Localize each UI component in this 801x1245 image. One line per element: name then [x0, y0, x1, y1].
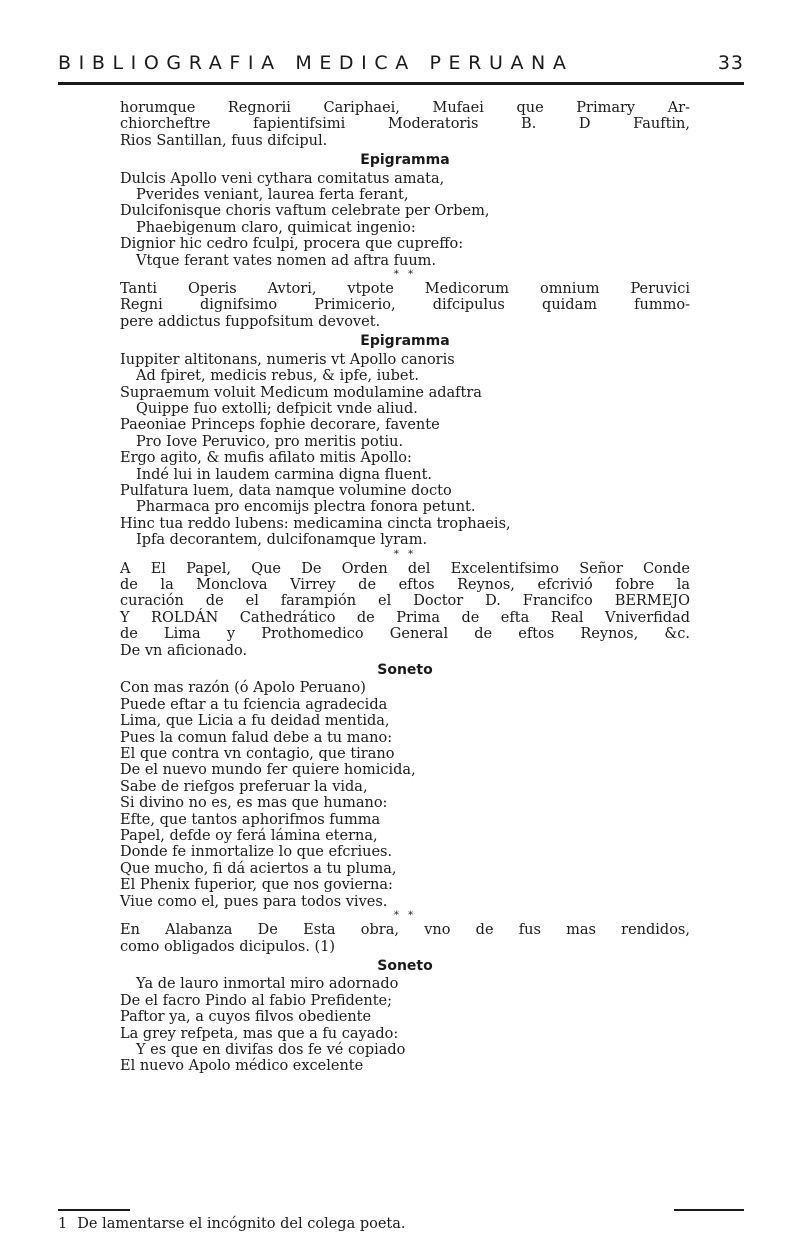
verse-line: Dulcis Apollo veni cythara comitatus amata,	[120, 170, 445, 187]
verse-line: Y es que en divifas dos fe vé copiado	[136, 1041, 406, 1058]
verse-line: Supraemum voluit Medicum modulamine adaftra	[120, 384, 482, 401]
text-line: De vn aficionado.	[120, 642, 248, 659]
verse-line: Pverides veniant, laurea ferta ferant,	[136, 187, 409, 204]
verse-line: Sabe de riefgos preferuar la vida,	[120, 778, 368, 795]
verse-line: Paftor ya, a cuyos filvos obediente	[120, 1009, 372, 1026]
verse-block	[120, 171, 690, 269]
asterism-separator: * *	[393, 548, 417, 560]
prose-paragraph	[120, 100, 690, 149]
footnote	[58, 1216, 406, 1232]
verse-line: Hinc tua reddo lubens: medicamina cincta trophaeis,	[120, 515, 511, 532]
section-heading: Epigramma	[360, 152, 450, 169]
verse-block	[120, 976, 690, 1074]
verse-line: Ipfa decorantem, dulcifonamque lyram.	[136, 532, 428, 549]
verse-line: Dulcifonisque choris vaftum celebrate per Orbem,	[120, 203, 490, 220]
verse-line: Efte, que tantos aphorifmos fumma	[120, 811, 381, 828]
text-line: Regni dignifsimo Primicerio, difcipulus quidam fummo-	[120, 297, 690, 314]
verse-line: Vtque ferant vates nomen ad aftra fuum.	[136, 252, 437, 269]
prose-paragraph	[120, 922, 690, 955]
verse-line: La grey refpeta, mas que a fu cayado:	[120, 1025, 399, 1042]
verse-line: Viue como el, pues para todos vives.	[120, 893, 388, 910]
verse-line: Pharmaca pro encomijs plectra fonora petunt.	[136, 499, 476, 516]
verse-line: El nuevo Apolo médico excelente	[120, 1058, 364, 1075]
verse-line: Donde fe inmortalize lo que efcriues.	[120, 844, 393, 861]
verse-line: Pues la comun falud debe a tu mano:	[120, 729, 393, 746]
text-line: como obligados dicipulos. (1)	[120, 938, 336, 955]
verse-line: Puede eftar a tu fciencia agradecida	[120, 696, 388, 713]
footnote-rule-left	[58, 1209, 130, 1211]
text-line: En Alabanza De Esta obra, vno de fus mas rendidos,	[120, 922, 690, 939]
text-line: Y ROLDÁN Cathedrático de Prima de efta Real Vniverfidad	[120, 609, 690, 626]
verse-line: Quippe fuo extolli; defpicit vnde aliud.	[136, 400, 418, 417]
verse-line: Ya de lauro inmortal miro adornado	[136, 976, 399, 993]
text-line: de la Monclova Virrey de eftos Reynos, efcrivió fobre la	[120, 576, 690, 593]
verse-line: Pulfatura luem, data namque volumine docto	[120, 482, 452, 499]
section-heading: Soneto	[377, 662, 433, 678]
verse-line: Lima, que Licia a fu deidad mentida,	[120, 713, 390, 730]
verse-block	[120, 680, 690, 910]
verse-line: Phaebigenum claro, quimicat ingenio:	[136, 219, 416, 236]
page-number: 33	[717, 52, 744, 74]
verse-line: Con mas razón (ó Apolo Peruano)	[120, 680, 366, 697]
text-line: de Lima y Prothomedico General de eftos Reynos, &c.	[120, 626, 690, 643]
verse-line: El que contra vn contagio, que tirano	[120, 746, 395, 763]
verse-line: Ad fpiret, medicis rebus, & ipfe, iubet.	[136, 368, 419, 385]
prose-paragraph	[120, 281, 690, 330]
asterism-separator: * *	[393, 910, 417, 922]
text-line: A El Papel, Que De Orden del Excelentifsimo Señor Conde	[120, 560, 690, 577]
section-heading: Epigramma	[360, 333, 450, 350]
verse-line: El Phenix fuperior, que nos govierna:	[120, 877, 393, 894]
header-rule	[58, 82, 744, 85]
text-line: pere addictus fuppofsitum devovet.	[120, 313, 381, 330]
verse-line: Pro Iove Peruvico, pro meritis potiu.	[136, 433, 404, 450]
verse-line: Si divino no es, es mas que humano:	[120, 795, 388, 812]
text-line: horumque Regnorii Cariphaei, Mufaei que Primary Ar-	[120, 100, 690, 116]
page-body	[120, 100, 690, 1075]
verse-line: De el nuevo mundo fer quiere homicida,	[120, 762, 416, 779]
text-line: curación de el farampión el Doctor D. Francifco BERMEJO	[120, 593, 690, 610]
footnote-text: De lamentarse el incógnito del colega poeta.	[77, 1216, 406, 1232]
verse-line: Paeoniae Princeps fophie decorare, favente	[120, 417, 440, 434]
prose-paragraph	[120, 561, 690, 659]
text-line: chiorcheftre fapientifsimi Moderatoris B. D Fauftin,	[120, 116, 690, 133]
verse-block	[120, 352, 690, 549]
verse-line: Ergo agito, & mufis afilato mitis Apollo:	[120, 450, 412, 467]
running-header	[58, 52, 744, 82]
text-line: Rios Santillan, fuus difcipul.	[120, 132, 328, 149]
text-line: Tanti Operis Avtori, vtpote Medicorum omnium Peruvici	[120, 281, 690, 298]
footnote-rule-right	[674, 1209, 744, 1211]
running-title: BIBLIOGRAFIA MEDICA PERUANA	[58, 52, 574, 74]
verse-line: Que mucho, fi dá aciertos a tu pluma,	[120, 860, 397, 877]
section-heading: Soneto	[377, 957, 433, 974]
verse-line: De el facro Pindo al fabio Prefidente;	[120, 992, 392, 1009]
footnote-number: 1	[58, 1216, 68, 1232]
verse-line: Indé lui in laudem carmina digna fluent.	[136, 466, 433, 483]
verse-line: Iuppiter altitonans, numeris vt Apollo canoris	[120, 351, 455, 368]
verse-line: Dignior hic cedro fculpi, procera que cupreffo:	[120, 236, 464, 253]
asterism-separator: * *	[393, 269, 417, 281]
verse-line: Papel, defde oy ferá lámina eterna,	[120, 828, 378, 845]
